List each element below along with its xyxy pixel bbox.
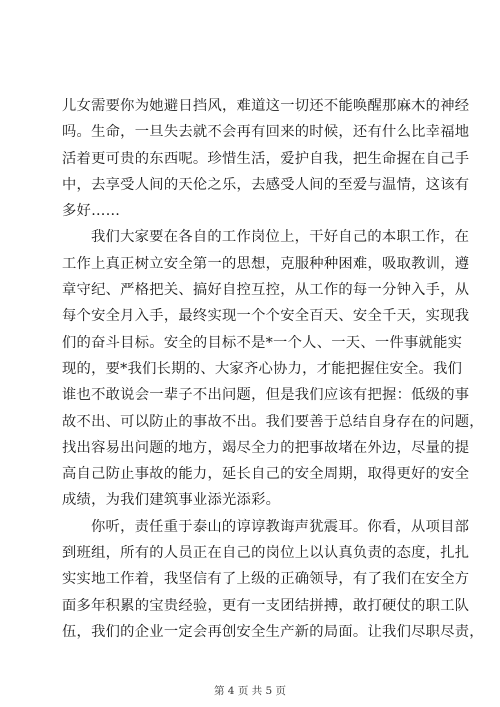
text-line: 儿女需要你为她避日挡风，难道这一切还不能唤醒那麻木的神经 <box>62 98 470 114</box>
text-line: 找出容易出问题的地方，竭尽全力的把事故堵在外边，尽量的提 <box>62 439 470 456</box>
text-line: 每个安全月入手，最终实现一个个安全百天、安全千天，实现我 <box>62 308 470 325</box>
text-line: 多好…… <box>62 203 121 220</box>
text-line: 中，去享受人间的天伦之乐，去感受人间的至爱与温情，这该有 <box>62 176 470 193</box>
text-line: 到班组，所有的人员正在自己的岗位上以认真负责的态度，扎扎 <box>62 545 470 562</box>
page-footer <box>0 684 500 698</box>
document-body <box>62 93 484 645</box>
text-line: 章守纪、严格把关、搞好自控互控，从工作的每一分钟入手，从 <box>62 282 470 299</box>
text-line: 你听，责任重于泰山的谆谆教诲声犹震耳。你看，从项目部 <box>91 518 470 535</box>
text-line: 活着更可贵的东西呢。珍惜生活，爱护自我，把生命握在自己手 <box>62 150 470 167</box>
text-line: 面多年积累的宝贵经验，更有一支团结拼搏，敢打硬仗的职工队 <box>62 597 470 614</box>
text-line: 伍，我们的企业一定会再创安全生产新的局面。让我们尽职尽责， <box>62 623 484 640</box>
text-line: 实实地工作着，我坚信有了上级的正确领导，有了我们在安全方 <box>62 571 470 588</box>
text-line: 高自己防止事故的能力，延长自己的安全周期，取得更好的安全 <box>62 466 470 483</box>
text-line: 工作上真正树立安全第一的思想，克服种种困难，吸取教训，遵 <box>62 255 470 272</box>
text-line: 现的，要*我们长期的、大家齐心协力，才能把握住安全。我们 <box>62 360 463 377</box>
text-line: 们的奋斗目标。安全的目标不是*一个人、一天、一件事就能实 <box>62 334 463 351</box>
text-line: 谁也不敢说会一辈子不出问题，但是我们应该有把握：低级的事 <box>62 387 470 404</box>
text-line: 故不出、可以防止的事故不出。我们要善于总结自身存在的问题， <box>62 413 484 430</box>
page-number: 第 4 页 共 5 页 <box>213 685 287 697</box>
text-line: 吗。生命，一旦失去就不会再有回来的时候，还有什么比幸福地 <box>62 124 470 141</box>
text-line: 成绩，为我们建筑事业添光添彩。 <box>62 492 281 509</box>
text-line: 我们大家要在各自的工作岗位上，干好自己的本职工作，在 <box>91 229 470 246</box>
